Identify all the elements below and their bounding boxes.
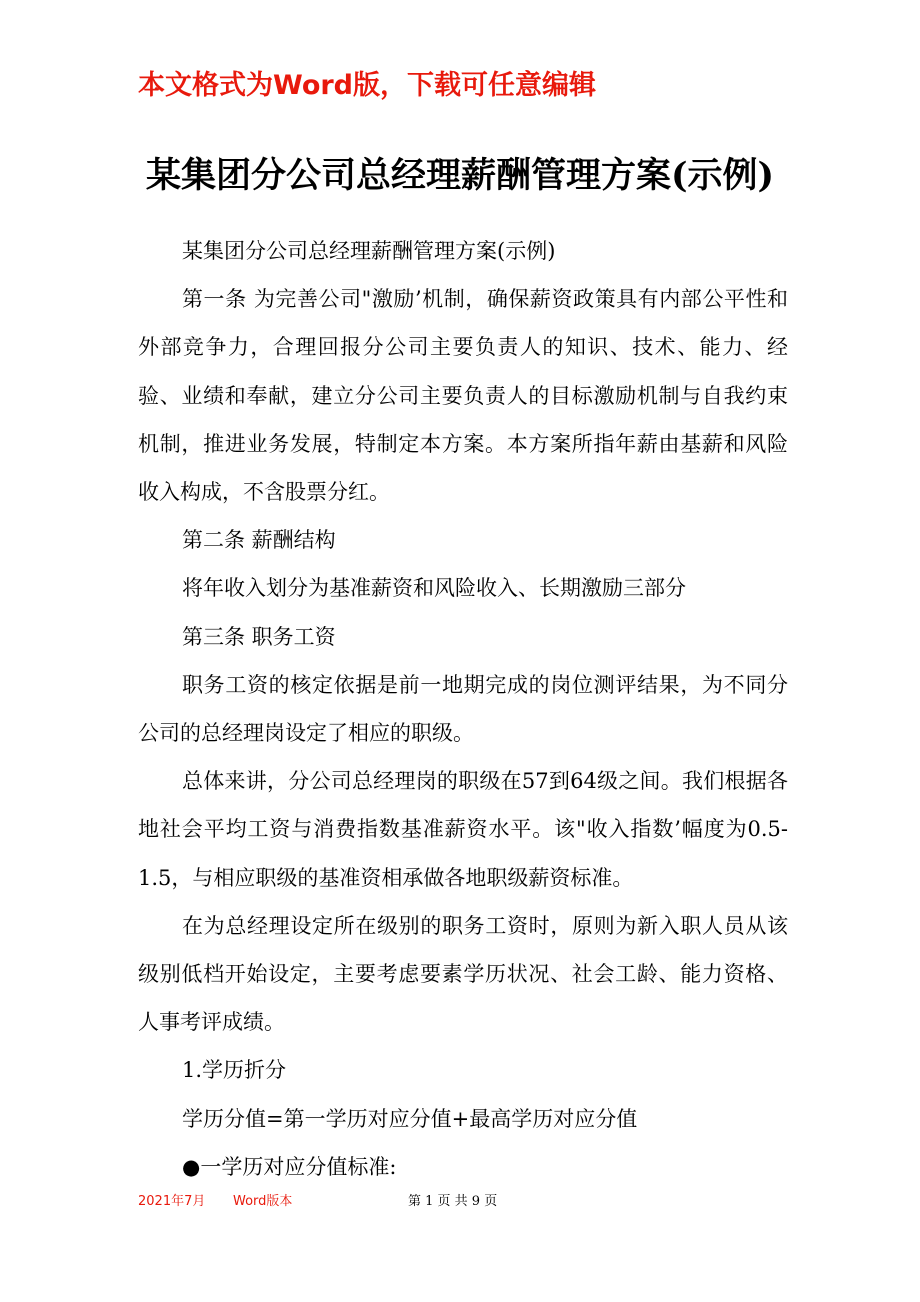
paragraph-grade-range: 总体来讲，分公司总经理岗的职级在57到64级之间。我们根据各地社会平均工资与消费指数基准薪资水平。该"收入指数’幅度为0.5-1.5，与相应职级的基准资相承做各地职级薪资标准。 [138,769,788,890]
paragraph-education-score-formula: 学历分值=第一学历对应分值+最高学历对应分值 [182,1106,638,1131]
paragraph-salary-structure: 将年收入划分为基准薪资和风险收入、长期激励三部分 [182,576,686,601]
paragraph-article-1: 第一条 为完善公司"激励’机制，确保薪资政策具有内部公平性和外部竞争力，合理回报分公司主要负责人的知识、技术、能力、经验、业绩和奉献，建立分公司主要负责人的目标激励机制与自我约束机制，推进业务发展，特制定本方案。本方案所指年薪由基薪和风险收入构成，不含股票分红。 [138,287,788,505]
paragraph-subtitle: 某集团分公司总经理薪酬管理方案(示例) [182,239,556,263]
document-title: 某集团分公司总经理薪酬管理方案(示例) [145,155,775,196]
paragraph-article-2-heading: 第二条 薪酬结构 [182,528,336,553]
paragraph-grade-setting-principle: 在为总经理设定所在级别的职务工资时，原则为新入职人员从该级别低档开始设定，主要考虑要素学历状况、社会工龄、能力资格、人事考评成绩。 [138,913,788,1035]
paragraph-position-salary-basis: 职务工资的核定依据是前一地期完成的岗位测评结果，为不同分公司的总经理岗设定了相应的职级。 [138,672,788,746]
page-footer [0,1191,920,1213]
paragraph-education-score-heading: 1.学历折分 [182,1058,287,1083]
document-body [138,227,788,1191]
footer-date: 2021年7月 [138,1194,206,1209]
paragraph-article-3-heading: 第三条 职务工资 [182,624,336,649]
paragraph-education-score-standard: ●一学历对应分值标准: [182,1154,397,1179]
editable-format-banner: 本文格式为Word版，下载可任意编辑 [138,70,597,101]
footer-page-number: 第 1 页 共 9 页 [408,1194,498,1209]
footer-version: Word版本 [233,1194,293,1209]
